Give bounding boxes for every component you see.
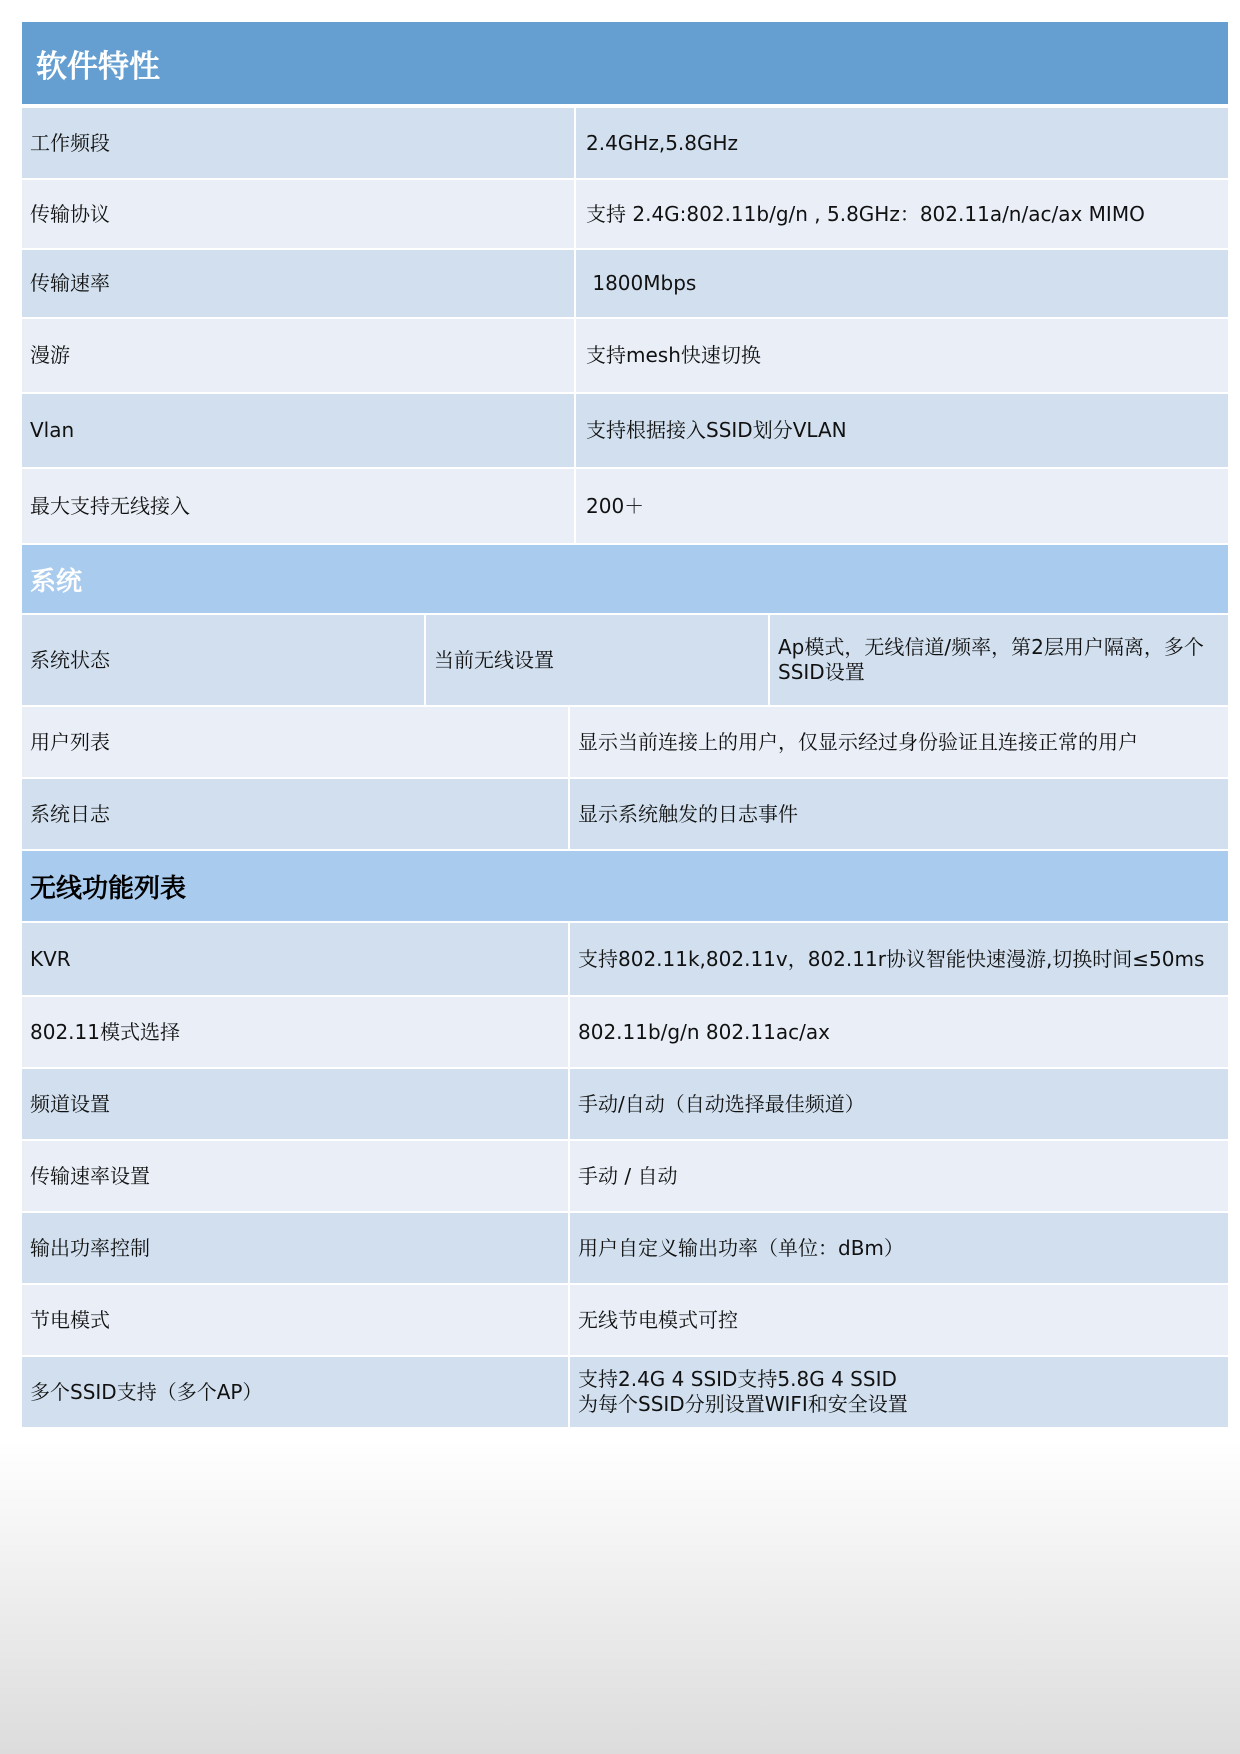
row-label: 多个SSID支持（多个AP）	[22, 1357, 568, 1427]
row-value-line: 为每个SSID分别设置WIFI和安全设置	[578, 1392, 908, 1416]
row-value: 显示系统触发的日志事件	[568, 779, 1228, 849]
table-row	[22, 995, 1228, 1067]
row-label: Vlan	[22, 394, 574, 467]
row-value: 200＋	[574, 469, 1228, 543]
row-value: 支持根据接入SSID划分VLAN	[574, 394, 1228, 467]
table-row	[22, 613, 1228, 705]
table-row	[22, 921, 1228, 995]
system-section-title: 系统	[22, 543, 1228, 613]
row-label: 系统状态	[22, 615, 424, 705]
row-label: 用户列表	[22, 707, 568, 777]
row-value: 802.11b/g/n 802.11ac/ax	[568, 997, 1228, 1067]
table-row	[22, 178, 1228, 248]
table-row	[22, 1067, 1228, 1139]
table-row	[22, 108, 1228, 178]
system-table	[22, 543, 1228, 849]
row-label: KVR	[22, 923, 568, 995]
row-value: 无线节电模式可控	[568, 1285, 1228, 1355]
row-value: 用户自定义输出功率（单位：dBm）	[568, 1213, 1228, 1283]
row-value: Ap模式，无线信道/频率，第2层用户隔离，多个SSID设置	[768, 615, 1228, 705]
row-label: 传输协议	[22, 180, 574, 248]
row-value: 手动 / 自动	[568, 1141, 1228, 1211]
table-row	[22, 1283, 1228, 1355]
table-row	[22, 1211, 1228, 1283]
row-value: 显示当前连接上的用户，仅显示经过身份验证且连接正常的用户	[568, 707, 1228, 777]
table-row	[22, 777, 1228, 849]
wireless-section-title: 无线功能列表	[22, 849, 1228, 921]
row-value-line: 支持2.4G 4 SSID支持5.8G 4 SSID	[578, 1367, 897, 1391]
row-label: 节电模式	[22, 1285, 568, 1355]
row-value	[568, 1357, 1228, 1427]
wireless-features-table	[22, 849, 1228, 1429]
row-label: 传输速率	[22, 250, 574, 317]
row-value: 支持mesh快速切换	[574, 319, 1228, 392]
table-row	[22, 392, 1228, 467]
row-label: 漫游	[22, 319, 574, 392]
spec-sheet	[22, 22, 1228, 1429]
table-row	[22, 1139, 1228, 1211]
table-row	[22, 317, 1228, 392]
table-row	[22, 467, 1228, 543]
row-value: 手动/自动（自动选择最佳频道）	[568, 1069, 1228, 1139]
table-row	[22, 248, 1228, 317]
row-value: 支持802.11k,802.11v，802.11r协议智能快速漫游,切换时间≤50ms	[568, 923, 1228, 995]
table-row	[22, 1355, 1228, 1427]
row-label: 传输速率设置	[22, 1141, 568, 1211]
row-label: 输出功率控制	[22, 1213, 568, 1283]
row-value: 支持 2.4G:802.11b/g/n , 5.8GHz：802.11a/n/ac/ax MIMO	[574, 180, 1228, 248]
row-label: 频道设置	[22, 1069, 568, 1139]
row-value: 1800Mbps	[574, 250, 1228, 317]
row-label: 最大支持无线接入	[22, 469, 574, 543]
row-value: 2.4GHz,5.8GHz	[574, 108, 1228, 178]
row-sublabel: 当前无线设置	[424, 615, 768, 705]
software-features-title: 软件特性	[22, 22, 1228, 104]
table-row	[22, 705, 1228, 777]
row-label: 工作频段	[22, 108, 574, 178]
row-label: 802.11模式选择	[22, 997, 568, 1067]
software-features-table	[22, 22, 1228, 543]
row-label: 系统日志	[22, 779, 568, 849]
